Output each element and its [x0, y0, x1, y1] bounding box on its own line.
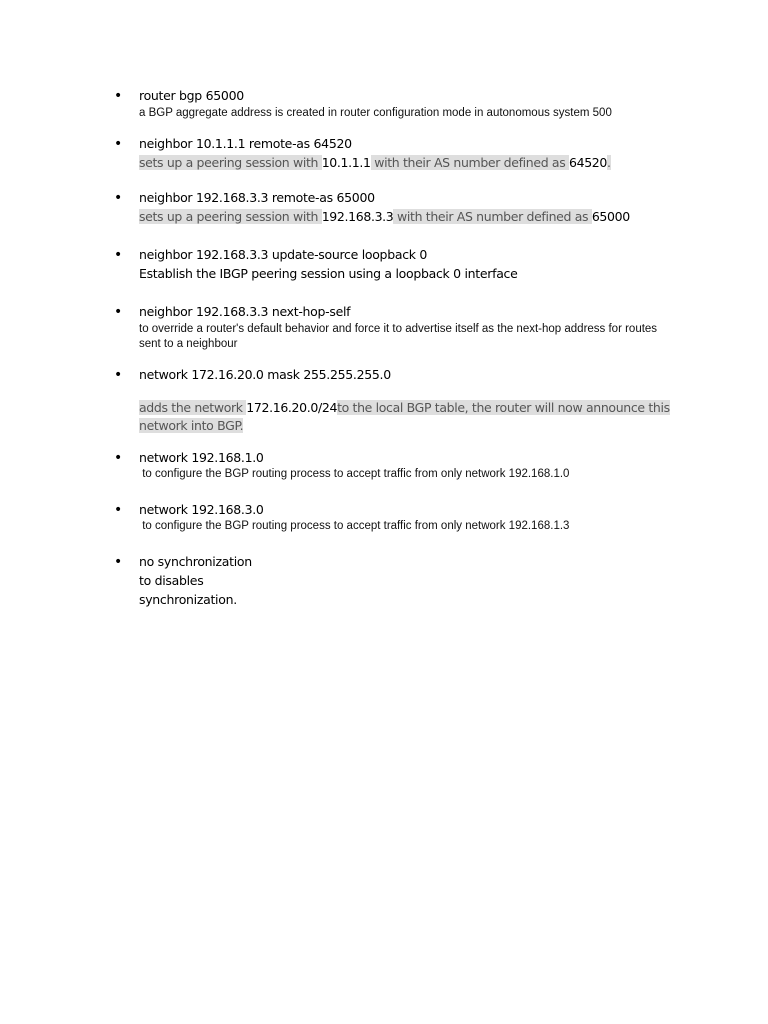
- description-text: a BGP aggregate address is created in router configuration mode in autonomous system 500: [139, 107, 612, 119]
- command-text: neighbor 10.1.1.1 remote-as 64520: [139, 136, 352, 151]
- description-text: [139, 398, 670, 417]
- as-number-text: 65000: [591, 209, 630, 224]
- description-text: [139, 153, 611, 172]
- address-text: 10.1.1.1: [321, 155, 371, 170]
- highlighted-text: with their AS number defined as: [370, 155, 569, 170]
- command-text: router bgp 65000: [139, 88, 244, 103]
- description-text: to configure the BGP routing process to accept traffic from only network 192.168.1.3: [139, 520, 570, 532]
- description-line: to override a router's default behavior and force it to advertise itself as the next-hop address for routes: [139, 323, 658, 335]
- bullet-icon: •: [114, 554, 123, 570]
- bullet-icon: •: [114, 502, 123, 518]
- highlighted-text: sets up a peering session with: [139, 155, 322, 170]
- bullet-icon: •: [114, 136, 123, 152]
- as-number-text: 64520: [569, 155, 608, 170]
- highlighted-text: to the local BGP table, the router will now announce this: [337, 400, 670, 415]
- bullet-icon: •: [114, 367, 123, 383]
- highlighted-text: with their AS number defined as: [393, 209, 592, 224]
- highlighted-text: network into BGP.: [139, 418, 244, 433]
- description-text: Establish the IBGP peering session using a loopback 0 interface: [139, 266, 518, 281]
- bullet-icon: •: [114, 190, 123, 206]
- description-text: [139, 207, 630, 226]
- bullet-icon: •: [114, 247, 123, 263]
- command-text: network 192.168.1.0: [139, 450, 264, 465]
- network-text: 172.16.20.0/24: [246, 400, 338, 415]
- description-line: to disables: [139, 573, 204, 588]
- address-text: 192.168.3.3: [321, 209, 394, 224]
- highlighted-text: .: [607, 155, 611, 170]
- command-text: network 172.16.20.0 mask 255.255.255.0: [139, 367, 391, 382]
- description-line: synchronization.: [139, 592, 237, 607]
- command-text: neighbor 192.168.3.3 remote-as 65000: [139, 190, 375, 205]
- command-text: no synchronization: [139, 554, 252, 569]
- highlighted-text: adds the network: [139, 400, 247, 415]
- bullet-icon: •: [114, 450, 123, 466]
- description-line: sent to a neighbour: [139, 338, 238, 350]
- bullet-icon: •: [114, 304, 123, 320]
- command-text: network 192.168.3.0: [139, 502, 264, 517]
- description-line: [139, 416, 243, 435]
- command-text: neighbor 192.168.3.3 update-source loopback 0: [139, 247, 428, 262]
- highlighted-text: sets up a peering session with: [139, 209, 322, 224]
- description-text: to configure the BGP routing process to accept traffic from only network 192.168.1.0: [139, 468, 570, 480]
- command-text: neighbor 192.168.3.3 next-hop-self: [139, 304, 351, 319]
- bullet-icon: •: [114, 88, 123, 104]
